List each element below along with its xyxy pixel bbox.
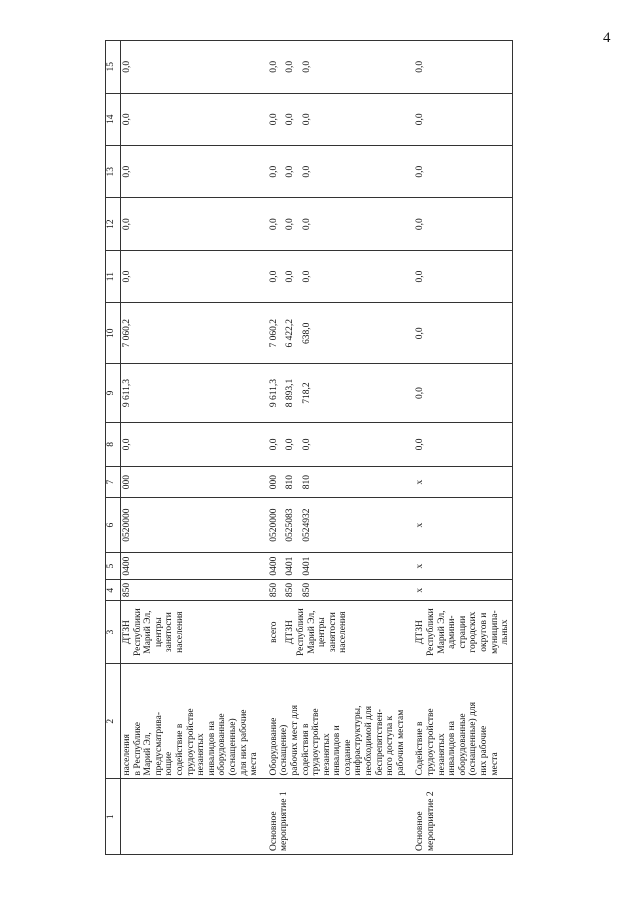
cell-value: 0,0 <box>407 422 512 466</box>
cell-executor: всего ДТЗН Республики Марий Эл, центры занятости населения <box>261 601 408 664</box>
cell-rzpr: x <box>407 552 512 579</box>
cell-value: 0,0 <box>407 146 512 198</box>
cell-value: 0,0 <box>407 303 512 364</box>
cell-value: 0,0 <box>121 422 261 466</box>
col-header: 15 <box>106 41 121 94</box>
cell-value: 0,0 0,0 0,0 <box>261 93 408 145</box>
col-header: 7 <box>106 466 121 497</box>
cell-value: 0,0 <box>121 93 261 145</box>
page-number: 4 <box>603 30 611 46</box>
col-header: 13 <box>106 146 121 198</box>
cell-value: 9 611,3 <box>121 364 261 423</box>
col-header: 9 <box>106 364 121 423</box>
cell-value: 0,0 <box>121 198 261 250</box>
cell-value: 0,0 <box>407 41 512 94</box>
cell-rzpr: 0400 0401 0401 <box>261 552 408 579</box>
cell-value: 0,0 <box>407 250 512 302</box>
col-header: 2 <box>106 664 121 779</box>
cell-value: 0,0 <box>407 93 512 145</box>
col-header: 8 <box>106 422 121 466</box>
cell-value: 0,0 <box>407 198 512 250</box>
cell-value: 0,0 <box>121 250 261 302</box>
cell-value: 0,0 <box>121 41 261 94</box>
cell-measure: Основное мероприятие 1 <box>261 779 408 855</box>
cell-value: 0,0 0,0 0,0 <box>261 198 408 250</box>
cell-value: 0,0 0,0 0,0 <box>261 41 408 94</box>
cell-measure <box>121 779 261 855</box>
col-header: 14 <box>106 93 121 145</box>
cell-grbs: x <box>407 580 512 601</box>
header-row <box>106 41 121 855</box>
budget-table <box>105 40 513 855</box>
cell-description: населения в Республике Марий Эл, предусматрива- ющие содействие в трудоустройстве незанятых инвалидов на оборудованные (оснащенные) для них рабочие места <box>121 664 261 779</box>
cell-value: 0,0 <box>407 364 512 423</box>
cell-rzpr: 0400 <box>121 552 261 579</box>
table-row <box>121 41 261 855</box>
cell-value: 0,0 0,0 0,0 <box>261 422 408 466</box>
table-row <box>407 41 512 855</box>
col-header: 6 <box>106 498 121 553</box>
table-row <box>261 41 408 855</box>
col-header: 3 <box>106 601 121 664</box>
col-header: 10 <box>106 303 121 364</box>
cell-value: 9 611,3 8 893,1 718,2 <box>261 364 408 423</box>
cell-vr: 000 810 810 <box>261 466 408 497</box>
cell-description: Оборудование (оснащение) рабочих мест для содействия в трудоустройстве незанятых инвалидов и создание инфраструктуры, необходимой для беспрепятствен- ного доступа к рабочим местам <box>261 664 408 779</box>
budget-table-sheet <box>105 40 625 855</box>
cell-measure: Основное мероприятие 2 <box>407 779 512 855</box>
cell-executor: ДТЗН Республики Марий Эл, админи- страции городских округов и муниципа- льных <box>407 601 512 664</box>
col-header: 5 <box>106 552 121 579</box>
cell-value: 7 060,2 6 422,2 638,0 <box>261 303 408 364</box>
cell-value: 0,0 <box>121 146 261 198</box>
cell-csr: 0520000 0525083 0524932 <box>261 498 408 553</box>
col-header: 11 <box>106 250 121 302</box>
cell-value: 0,0 0,0 0,0 <box>261 146 408 198</box>
cell-vr: x <box>407 466 512 497</box>
cell-grbs: 850 <box>121 580 261 601</box>
col-header: 1 <box>106 779 121 855</box>
cell-grbs: 850 850 850 <box>261 580 408 601</box>
cell-value: 7 060,2 <box>121 303 261 364</box>
cell-value: 0,0 0,0 0,0 <box>261 250 408 302</box>
cell-csr: 0520000 <box>121 498 261 553</box>
col-header: 12 <box>106 198 121 250</box>
cell-executor: ДТЗН Республики Марий Эл, центры занятости населения <box>121 601 261 664</box>
cell-csr: x <box>407 498 512 553</box>
cell-description: Содействие в трудоустройстве незанятых инвалидов на оборудованные (оснащенные) для них рабочие места <box>407 664 512 779</box>
cell-vr: 000 <box>121 466 261 497</box>
col-header: 4 <box>106 580 121 601</box>
